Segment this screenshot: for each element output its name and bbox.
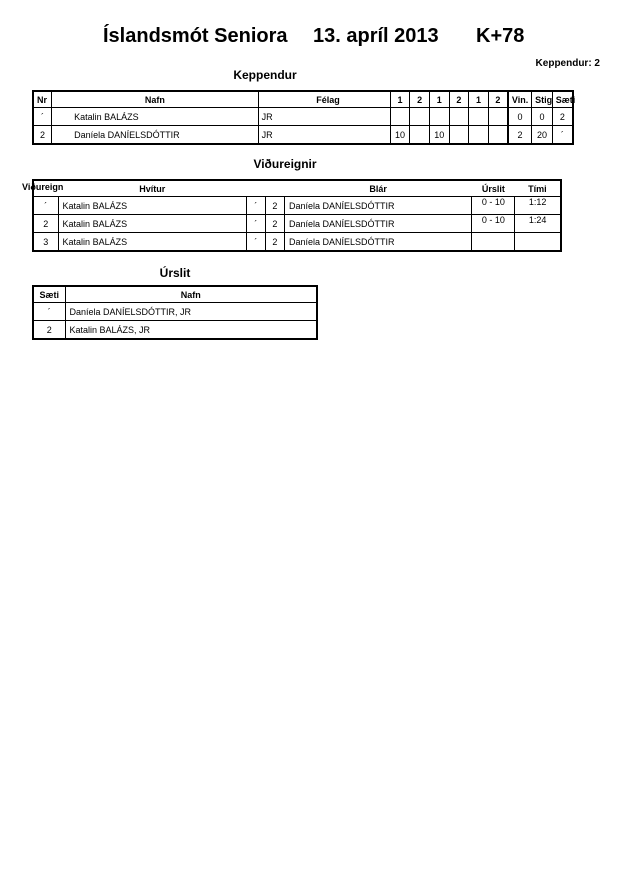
cell-r6 [488,108,508,126]
cell-nr: 2 [33,215,58,233]
cell-name: Daníela DANÍELSDÓTTIR [52,126,259,145]
results-table [32,285,318,340]
cell-time: 1:12 [515,197,561,215]
cell-time [515,233,561,252]
tournament-date: 13. apríl 2013 [313,25,439,47]
cell-nr: 3 [33,233,58,252]
cell-white: Katalin BALÁZS [58,233,246,252]
cell-name: Katalin BALÁZS, JR [65,321,317,340]
cell-name: Katalin BALÁZS [52,108,259,126]
competitor-count: Keppendur: 2 [535,58,600,69]
matches-heading: Viðureignir [253,157,317,171]
table-row [33,303,317,321]
cell-wins: 0 [508,108,532,126]
col-result: Úrslit [481,183,505,194]
cell-blue: Daníela DANÍELSDÓTTIR [284,197,471,215]
cell-result: 0 - 10 [472,215,515,233]
col-points: Stig [532,91,553,108]
cell-r3 [429,108,449,126]
cell-wnum: ´ [246,215,265,233]
col-r3: 1 [429,91,449,108]
cell-white: Katalin BALÁZS [58,215,246,233]
col-white-nr [246,180,265,197]
col-place: Sæti [33,286,65,303]
col-blue: Blár [369,183,387,194]
cell-place: 2 [33,321,65,340]
weight-category: K+78 [476,25,525,47]
table-row [33,321,317,340]
cell-nr: 2 [33,126,52,145]
competitors-table [32,90,574,145]
cell-place: ´ [552,126,573,145]
cell-r2 [410,108,430,126]
cell-r5 [469,108,489,126]
cell-name: Daníela DANÍELSDÓTTIR, JR [65,303,317,321]
cell-bnum: 2 [265,233,284,252]
cell-nr: ´ [33,108,52,126]
cell-result: 0 - 10 [472,197,515,215]
table-row [33,233,561,252]
col-r2: 2 [410,91,430,108]
col-white: Hvítur [139,183,166,194]
cell-r6 [488,126,508,145]
table-row [33,126,573,145]
col-r4: 2 [449,91,469,108]
col-r1: 1 [390,91,410,108]
cell-wins: 2 [508,126,532,145]
col-match-nr: Viðureign [22,182,64,192]
cell-place: 2 [552,108,573,126]
cell-time: 1:24 [515,215,561,233]
table-row [33,197,561,215]
col-name: Nafn [52,91,259,108]
cell-club: JR [258,108,390,126]
cell-place: ´ [33,303,65,321]
table-row [33,215,561,233]
cell-r4 [449,108,469,126]
cell-wnum: ´ [246,233,265,252]
cell-white: Katalin BALÁZS [58,197,246,215]
col-wins: Vin. [508,91,532,108]
col-r5: 1 [469,91,489,108]
cell-r2 [410,126,430,145]
cell-points: 0 [532,108,553,126]
matches-table [22,179,562,252]
col-blue-nr [265,180,284,197]
cell-result [472,233,515,252]
matches-header-row [33,180,561,197]
competitors-heading: Keppendur [233,68,297,82]
col-time: Tími [528,183,547,194]
cell-bnum: 2 [265,215,284,233]
col-place: Sæti [552,91,573,108]
cell-r4 [449,126,469,145]
col-nr: Nr [33,91,52,108]
cell-r3: 10 [429,126,449,145]
cell-club: JR [258,126,390,145]
results-header-row [33,286,317,303]
cell-r1: 10 [390,126,410,145]
cell-blue: Daníela DANÍELSDÓTTIR [284,233,471,252]
table-row [33,108,573,126]
results-heading: Úrslit [159,266,191,280]
tournament-name: Íslandsmót Seniora [103,25,288,47]
cell-points: 20 [532,126,553,145]
col-club: Félag [258,91,390,108]
cell-r1 [390,108,410,126]
competitors-header-row [33,91,573,108]
cell-r5 [469,126,489,145]
cell-nr: ´ [33,197,58,215]
col-r6: 2 [488,91,508,108]
cell-wnum: ´ [246,197,265,215]
cell-blue: Daníela DANÍELSDÓTTIR [284,215,471,233]
col-name: Nafn [65,286,317,303]
cell-bnum: 2 [265,197,284,215]
